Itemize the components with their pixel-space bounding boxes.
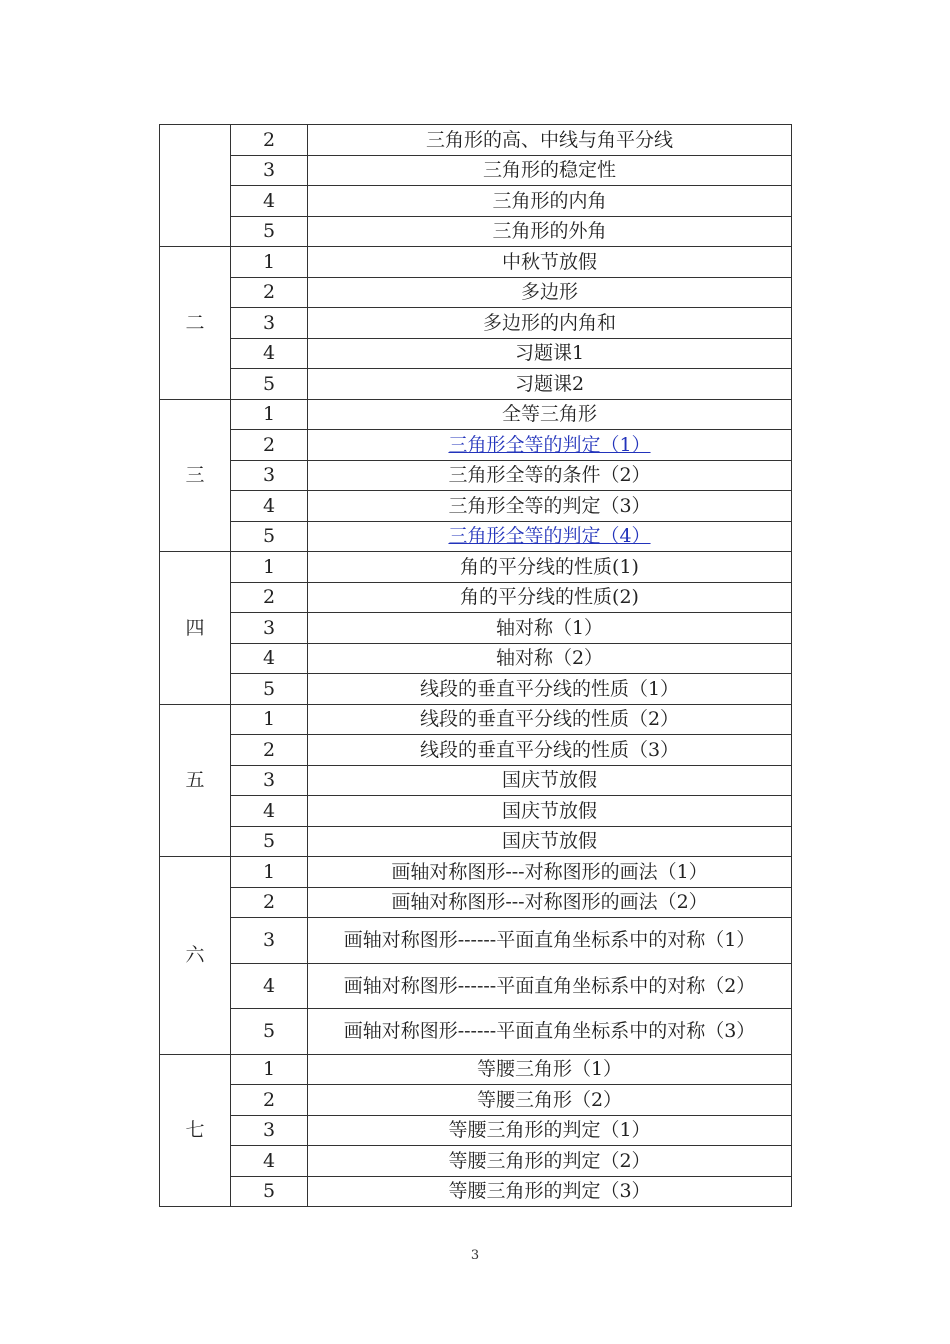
lesson-topic-cell: 画轴对称图形------平面直角坐标系中的对称（3） [308,1009,792,1055]
table-row [160,918,792,964]
table-row [160,491,792,522]
lesson-number-cell: 3 [231,460,308,491]
table-row [160,826,792,857]
lesson-topic-cell [308,430,792,461]
lesson-number-cell: 3 [231,918,308,964]
lesson-number-cell: 5 [231,1009,308,1055]
lesson-topic-cell: 中秋节放假 [308,247,792,278]
table-row [160,704,792,735]
lesson-topic-cell: 习题课2 [308,369,792,400]
table-row [160,1146,792,1177]
table-row [160,582,792,613]
table-row [160,308,792,339]
lesson-topic-cell: 轴对称（2） [308,643,792,674]
lesson-topic-cell: 画轴对称图形---对称图形的画法（2） [308,887,792,918]
lesson-number-cell: 1 [231,247,308,278]
lesson-topic-cell: 线段的垂直平分线的性质（1） [308,674,792,705]
table-row [160,796,792,827]
week-cell: 二 [160,247,231,400]
lesson-topic-cell: 国庆节放假 [308,826,792,857]
week-cell [160,125,231,247]
lesson-topic-cell [308,521,792,552]
table-row [160,765,792,796]
table-row [160,369,792,400]
lesson-number-cell: 1 [231,857,308,888]
lesson-topic-cell: 习题课1 [308,338,792,369]
lesson-topic-cell: 画轴对称图形------平面直角坐标系中的对称（2） [308,963,792,1009]
lesson-topic-cell: 国庆节放假 [308,765,792,796]
week-cell: 五 [160,704,231,857]
lesson-topic-cell: 等腰三角形的判定（3） [308,1176,792,1207]
week-cell: 六 [160,857,231,1055]
table-row [160,247,792,278]
table-row [160,963,792,1009]
lesson-number-cell: 2 [231,582,308,613]
lesson-number-cell: 3 [231,765,308,796]
lesson-number-cell: 5 [231,369,308,400]
table-row [160,521,792,552]
lesson-topic-cell: 三角形的内角 [308,186,792,217]
table-row [160,430,792,461]
lesson-topic-cell: 全等三角形 [308,399,792,430]
lesson-number-cell: 4 [231,796,308,827]
lesson-topic-cell: 多边形的内角和 [308,308,792,339]
lesson-topic-cell: 等腰三角形的判定（2） [308,1146,792,1177]
table-row [160,277,792,308]
lesson-topic-cell: 三角形的外角 [308,216,792,247]
lesson-topic-cell: 画轴对称图形------平面直角坐标系中的对称（1） [308,918,792,964]
table-row [160,674,792,705]
table-row [160,643,792,674]
lesson-number-cell: 5 [231,521,308,552]
lesson-number-cell: 1 [231,1054,308,1085]
table-row [160,552,792,583]
week-cell: 七 [160,1054,231,1207]
lesson-number-cell: 2 [231,1085,308,1116]
lesson-number-cell: 2 [231,430,308,461]
lesson-number-cell: 4 [231,643,308,674]
page-number: 3 [470,1248,480,1263]
lesson-topic-cell: 三角形全等的判定（3） [308,491,792,522]
table-row [160,338,792,369]
table-row [160,735,792,766]
lesson-topic-cell: 三角形全等的条件（2） [308,460,792,491]
table-row [160,125,792,156]
week-cell: 三 [160,399,231,552]
schedule-table [159,124,792,1207]
lesson-topic-cell: 轴对称（1） [308,613,792,644]
lesson-number-cell: 1 [231,552,308,583]
lesson-topic-cell: 画轴对称图形---对称图形的画法（1） [308,857,792,888]
lesson-topic-cell: 线段的垂直平分线的性质（2） [308,704,792,735]
lesson-number-cell: 2 [231,125,308,156]
lesson-number-cell: 4 [231,186,308,217]
table-row [160,460,792,491]
lesson-number-cell: 1 [231,399,308,430]
table-row [160,857,792,888]
lesson-topic-cell: 角的平分线的性质(2) [308,582,792,613]
lesson-topic-cell: 等腰三角形（2） [308,1085,792,1116]
table-row [160,887,792,918]
lesson-topic-cell: 角的平分线的性质(1) [308,552,792,583]
lesson-topic-cell: 多边形 [308,277,792,308]
table-row [160,1115,792,1146]
lesson-topic-link[interactable]: 三角形全等的判定（4） [448,525,651,548]
lesson-number-cell: 4 [231,491,308,522]
week-cell: 四 [160,552,231,705]
table-row [160,1176,792,1207]
lesson-number-cell: 1 [231,704,308,735]
lesson-number-cell: 3 [231,155,308,186]
table-row [160,1085,792,1116]
lesson-topic-cell: 三角形的高、中线与角平分线 [308,125,792,156]
lesson-number-cell: 5 [231,216,308,247]
lesson-number-cell: 4 [231,963,308,1009]
table-row [160,1009,792,1055]
table-row [160,186,792,217]
lesson-topic-link[interactable]: 三角形全等的判定（1） [448,433,651,456]
table-row [160,399,792,430]
lesson-number-cell: 4 [231,1146,308,1177]
lesson-number-cell: 2 [231,887,308,918]
lesson-topic-cell: 等腰三角形（1） [308,1054,792,1085]
lesson-number-cell: 5 [231,826,308,857]
lesson-topic-cell: 三角形的稳定性 [308,155,792,186]
lesson-topic-cell: 线段的垂直平分线的性质（3） [308,735,792,766]
lesson-number-cell: 5 [231,1176,308,1207]
table-row [160,155,792,186]
lesson-topic-cell: 国庆节放假 [308,796,792,827]
table-row [160,1054,792,1085]
lesson-number-cell: 2 [231,735,308,766]
lesson-number-cell: 3 [231,1115,308,1146]
lesson-number-cell: 3 [231,308,308,339]
lesson-number-cell: 2 [231,277,308,308]
lesson-topic-cell: 等腰三角形的判定（1） [308,1115,792,1146]
table-row [160,216,792,247]
table-row [160,613,792,644]
schedule-body [160,125,792,1207]
lesson-number-cell: 5 [231,674,308,705]
lesson-number-cell: 4 [231,338,308,369]
lesson-number-cell: 3 [231,613,308,644]
